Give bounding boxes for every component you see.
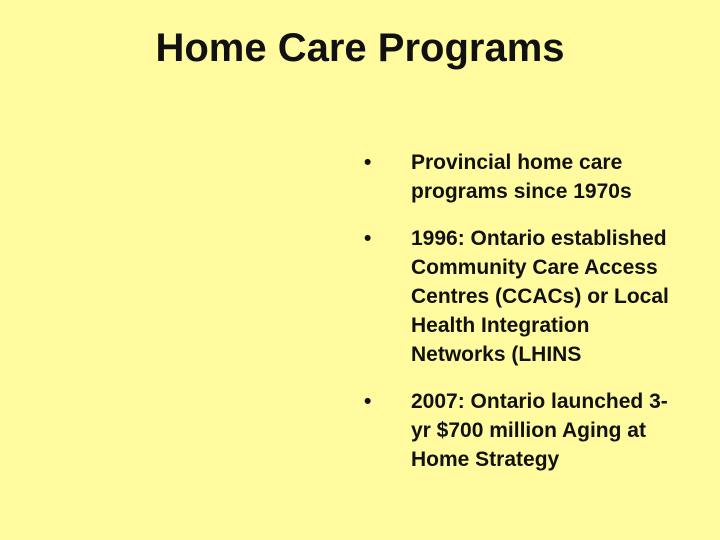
bullet-text-line: Health Integration — [411, 314, 590, 337]
bullet-text-line: Provincial home care — [411, 151, 623, 174]
bullet-text-line: 2007: Ontario launched 3- — [411, 390, 668, 413]
bullet-list — [364, 148, 714, 474]
bullet-text-line: 1996: Ontario established — [411, 227, 667, 250]
bullet-text-line: Home Strategy — [411, 448, 560, 471]
bullet-text-line: Networks (LHINS — [411, 343, 582, 366]
bullet-item — [364, 387, 714, 474]
bullet-icon: • — [364, 390, 372, 413]
bullet-text-line: programs since 1970s — [411, 180, 632, 203]
slide-title: Home Care Programs — [155, 26, 565, 70]
bullet-text-line: yr $700 million Aging at — [411, 419, 646, 442]
bullet-icon: • — [364, 227, 372, 250]
bullet-text-line: Centres (CCACs) or Local — [411, 285, 669, 308]
bullet-item — [364, 148, 714, 206]
bullet-text-line: Community Care Access — [411, 256, 658, 279]
bullet-icon: • — [364, 151, 372, 174]
bullet-item — [364, 224, 714, 369]
